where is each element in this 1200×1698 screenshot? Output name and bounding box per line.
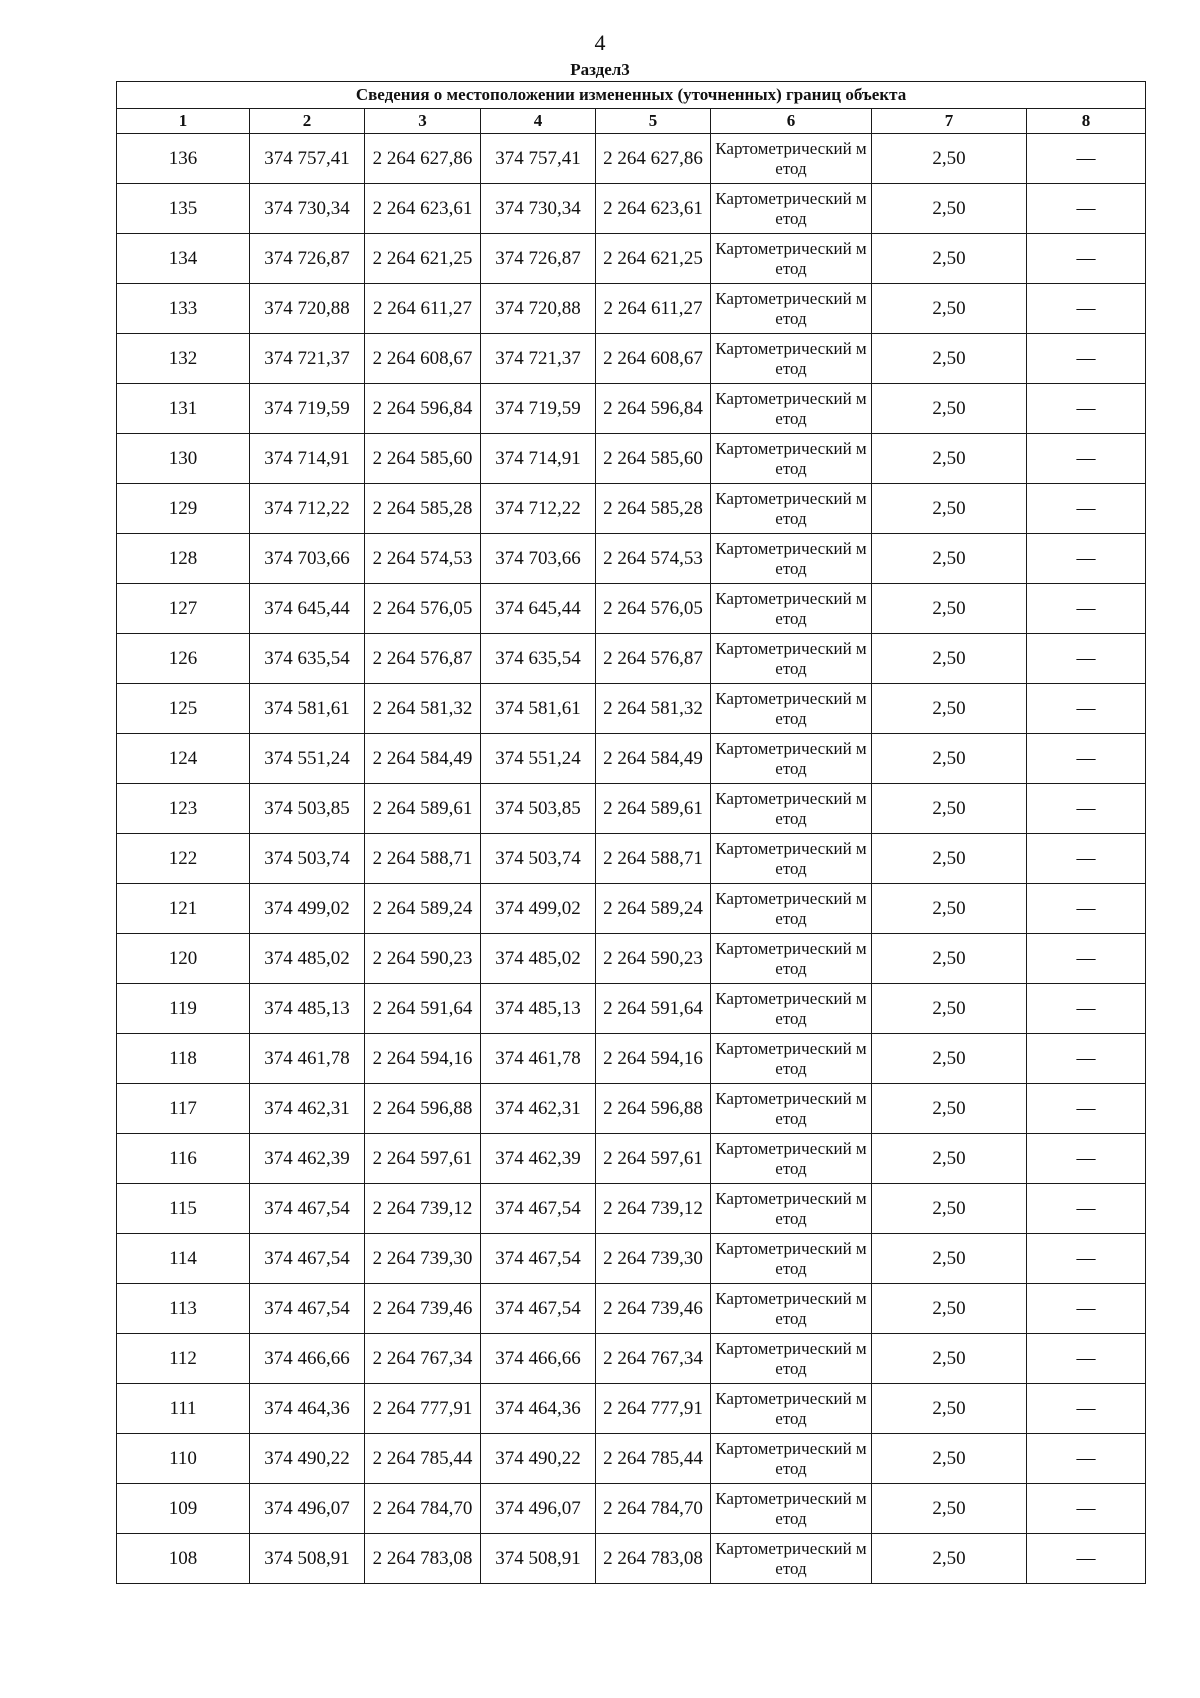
method-cell: Картометрический метод xyxy=(711,1484,872,1534)
table-row xyxy=(117,984,1146,1034)
refined-y-cell: 2 264 596,84 xyxy=(596,384,711,434)
accuracy-cell: 2,50 xyxy=(872,484,1027,534)
method-cell: Картометрический метод xyxy=(711,784,872,834)
method-cell: Картометрический метод xyxy=(711,734,872,784)
note-cell: — xyxy=(1027,284,1146,334)
accuracy-cell: 2,50 xyxy=(872,184,1027,234)
table-row xyxy=(117,184,1146,234)
refined-x-cell: 374 467,54 xyxy=(481,1184,596,1234)
table-caption: Сведения о местоположении измененных (уточненных) границ объекта xyxy=(117,82,1146,109)
method-cell: Картометрический метод xyxy=(711,934,872,984)
note-cell: — xyxy=(1027,884,1146,934)
refined-x-cell: 374 503,74 xyxy=(481,834,596,884)
table-row xyxy=(117,1484,1146,1534)
refined-y-cell: 2 264 594,16 xyxy=(596,1034,711,1084)
column-number-6: 6 xyxy=(711,109,872,134)
column-number-7: 7 xyxy=(872,109,1027,134)
refined-y-cell: 2 264 591,64 xyxy=(596,984,711,1034)
point-number-cell: 131 xyxy=(117,384,250,434)
method-cell: Картометрический метод xyxy=(711,1134,872,1184)
column-number-8: 8 xyxy=(1027,109,1146,134)
accuracy-cell: 2,50 xyxy=(872,1184,1027,1234)
refined-x-cell: 374 462,39 xyxy=(481,1134,596,1184)
existing-y-cell: 2 264 739,30 xyxy=(365,1234,481,1284)
existing-y-cell: 2 264 581,32 xyxy=(365,684,481,734)
note-cell: — xyxy=(1027,1284,1146,1334)
accuracy-cell: 2,50 xyxy=(872,1284,1027,1334)
refined-y-cell: 2 264 777,91 xyxy=(596,1384,711,1434)
method-cell: Картометрический метод xyxy=(711,234,872,284)
accuracy-cell: 2,50 xyxy=(872,1534,1027,1584)
method-cell: Картометрический метод xyxy=(711,284,872,334)
note-cell: — xyxy=(1027,834,1146,884)
point-number-cell: 129 xyxy=(117,484,250,534)
existing-x-cell: 374 499,02 xyxy=(250,884,365,934)
existing-y-cell: 2 264 585,60 xyxy=(365,434,481,484)
existing-x-cell: 374 703,66 xyxy=(250,534,365,584)
accuracy-cell: 2,50 xyxy=(872,1134,1027,1184)
existing-y-cell: 2 264 767,34 xyxy=(365,1334,481,1384)
accuracy-cell: 2,50 xyxy=(872,1434,1027,1484)
point-number-cell: 113 xyxy=(117,1284,250,1334)
method-cell: Картометрический метод xyxy=(711,1034,872,1084)
note-cell: — xyxy=(1027,484,1146,534)
refined-y-cell: 2 264 739,12 xyxy=(596,1184,711,1234)
table-row xyxy=(117,1334,1146,1384)
point-number-cell: 130 xyxy=(117,434,250,484)
refined-y-cell: 2 264 608,67 xyxy=(596,334,711,384)
accuracy-cell: 2,50 xyxy=(872,284,1027,334)
section-title: Раздел3 xyxy=(570,60,630,79)
refined-x-cell: 374 712,22 xyxy=(481,484,596,534)
refined-x-cell: 374 645,44 xyxy=(481,584,596,634)
existing-y-cell: 2 264 594,16 xyxy=(365,1034,481,1084)
accuracy-cell: 2,50 xyxy=(872,1334,1027,1384)
existing-x-cell: 374 581,61 xyxy=(250,684,365,734)
note-cell: — xyxy=(1027,1434,1146,1484)
point-number-cell: 136 xyxy=(117,134,250,184)
method-cell: Картометрический метод xyxy=(711,334,872,384)
method-cell: Картометрический метод xyxy=(711,984,872,1034)
refined-y-cell: 2 264 739,30 xyxy=(596,1234,711,1284)
existing-x-cell: 374 730,34 xyxy=(250,184,365,234)
point-number-cell: 121 xyxy=(117,884,250,934)
method-cell: Картометрический метод xyxy=(711,134,872,184)
accuracy-cell: 2,50 xyxy=(872,684,1027,734)
point-number-cell: 124 xyxy=(117,734,250,784)
note-cell: — xyxy=(1027,684,1146,734)
existing-x-cell: 374 496,07 xyxy=(250,1484,365,1534)
refined-x-cell: 374 551,24 xyxy=(481,734,596,784)
method-cell: Картометрический метод xyxy=(711,384,872,434)
refined-x-cell: 374 499,02 xyxy=(481,884,596,934)
refined-y-cell: 2 264 621,25 xyxy=(596,234,711,284)
column-number-5: 5 xyxy=(596,109,711,134)
method-cell: Картометрический метод xyxy=(711,534,872,584)
accuracy-cell: 2,50 xyxy=(872,1234,1027,1284)
existing-y-cell: 2 264 576,05 xyxy=(365,584,481,634)
note-cell: — xyxy=(1027,784,1146,834)
accuracy-cell: 2,50 xyxy=(872,584,1027,634)
note-cell: — xyxy=(1027,1334,1146,1384)
refined-x-cell: 374 464,36 xyxy=(481,1384,596,1434)
refined-y-cell: 2 264 584,49 xyxy=(596,734,711,784)
existing-y-cell: 2 264 623,61 xyxy=(365,184,481,234)
point-number-cell: 110 xyxy=(117,1434,250,1484)
point-number-cell: 122 xyxy=(117,834,250,884)
table-row xyxy=(117,1034,1146,1084)
boundary-coordinates-table xyxy=(116,81,1146,1584)
table-row xyxy=(117,284,1146,334)
column-number-3: 3 xyxy=(365,109,481,134)
point-number-cell: 127 xyxy=(117,584,250,634)
note-cell: — xyxy=(1027,1534,1146,1584)
existing-x-cell: 374 712,22 xyxy=(250,484,365,534)
existing-y-cell: 2 264 596,88 xyxy=(365,1084,481,1134)
column-number-1: 1 xyxy=(117,109,250,134)
table-row xyxy=(117,734,1146,784)
point-number-cell: 111 xyxy=(117,1384,250,1434)
refined-x-cell: 374 730,34 xyxy=(481,184,596,234)
accuracy-cell: 2,50 xyxy=(872,984,1027,1034)
note-cell: — xyxy=(1027,1034,1146,1084)
existing-y-cell: 2 264 739,12 xyxy=(365,1184,481,1234)
method-cell: Картометрический метод xyxy=(711,834,872,884)
note-cell: — xyxy=(1027,134,1146,184)
table-row xyxy=(117,934,1146,984)
point-number-cell: 117 xyxy=(117,1084,250,1134)
method-cell: Картометрический метод xyxy=(711,1184,872,1234)
table-row xyxy=(117,434,1146,484)
note-cell: — xyxy=(1027,1234,1146,1284)
table-row xyxy=(117,334,1146,384)
refined-x-cell: 374 485,02 xyxy=(481,934,596,984)
accuracy-cell: 2,50 xyxy=(872,1084,1027,1134)
refined-x-cell: 374 485,13 xyxy=(481,984,596,1034)
point-number-cell: 112 xyxy=(117,1334,250,1384)
accuracy-cell: 2,50 xyxy=(872,434,1027,484)
existing-y-cell: 2 264 574,53 xyxy=(365,534,481,584)
refined-x-cell: 374 635,54 xyxy=(481,634,596,684)
table-row xyxy=(117,384,1146,434)
note-cell: — xyxy=(1027,1134,1146,1184)
refined-y-cell: 2 264 785,44 xyxy=(596,1434,711,1484)
method-cell: Картометрический метод xyxy=(711,884,872,934)
existing-x-cell: 374 490,22 xyxy=(250,1434,365,1484)
note-cell: — xyxy=(1027,1084,1146,1134)
method-cell: Картометрический метод xyxy=(711,184,872,234)
accuracy-cell: 2,50 xyxy=(872,234,1027,284)
refined-x-cell: 374 720,88 xyxy=(481,284,596,334)
refined-y-cell: 2 264 783,08 xyxy=(596,1534,711,1584)
table-row xyxy=(117,234,1146,284)
refined-x-cell: 374 467,54 xyxy=(481,1234,596,1284)
column-number-row xyxy=(117,109,1146,134)
point-number-cell: 123 xyxy=(117,784,250,834)
table-row xyxy=(117,784,1146,834)
existing-x-cell: 374 464,36 xyxy=(250,1384,365,1434)
page-number: 4 xyxy=(594,30,606,55)
accuracy-cell: 2,50 xyxy=(872,534,1027,584)
accuracy-cell: 2,50 xyxy=(872,334,1027,384)
method-cell: Картометрический метод xyxy=(711,1284,872,1334)
point-number-cell: 134 xyxy=(117,234,250,284)
existing-x-cell: 374 714,91 xyxy=(250,434,365,484)
refined-x-cell: 374 703,66 xyxy=(481,534,596,584)
existing-x-cell: 374 462,31 xyxy=(250,1084,365,1134)
point-number-cell: 128 xyxy=(117,534,250,584)
existing-x-cell: 374 719,59 xyxy=(250,384,365,434)
existing-y-cell: 2 264 591,64 xyxy=(365,984,481,1034)
existing-x-cell: 374 635,54 xyxy=(250,634,365,684)
point-number-cell: 108 xyxy=(117,1534,250,1584)
note-cell: — xyxy=(1027,584,1146,634)
table-row xyxy=(117,1134,1146,1184)
existing-y-cell: 2 264 589,24 xyxy=(365,884,481,934)
note-cell: — xyxy=(1027,184,1146,234)
point-number-cell: 116 xyxy=(117,1134,250,1184)
existing-x-cell: 374 467,54 xyxy=(250,1284,365,1334)
table-row xyxy=(117,1084,1146,1134)
note-cell: — xyxy=(1027,534,1146,584)
existing-y-cell: 2 264 576,87 xyxy=(365,634,481,684)
refined-y-cell: 2 264 767,34 xyxy=(596,1334,711,1384)
existing-x-cell: 374 503,85 xyxy=(250,784,365,834)
refined-y-cell: 2 264 623,61 xyxy=(596,184,711,234)
existing-y-cell: 2 264 584,49 xyxy=(365,734,481,784)
table-row xyxy=(117,1384,1146,1434)
note-cell: — xyxy=(1027,1484,1146,1534)
existing-x-cell: 374 551,24 xyxy=(250,734,365,784)
refined-y-cell: 2 264 588,71 xyxy=(596,834,711,884)
accuracy-cell: 2,50 xyxy=(872,734,1027,784)
refined-x-cell: 374 721,37 xyxy=(481,334,596,384)
table-row xyxy=(117,484,1146,534)
point-number-cell: 109 xyxy=(117,1484,250,1534)
refined-y-cell: 2 264 574,53 xyxy=(596,534,711,584)
accuracy-cell: 2,50 xyxy=(872,1384,1027,1434)
existing-y-cell: 2 264 589,61 xyxy=(365,784,481,834)
note-cell: — xyxy=(1027,1184,1146,1234)
refined-y-cell: 2 264 585,60 xyxy=(596,434,711,484)
method-cell: Картометрический метод xyxy=(711,1534,872,1584)
existing-x-cell: 374 485,13 xyxy=(250,984,365,1034)
existing-y-cell: 2 264 588,71 xyxy=(365,834,481,884)
existing-y-cell: 2 264 608,67 xyxy=(365,334,481,384)
existing-y-cell: 2 264 611,27 xyxy=(365,284,481,334)
refined-x-cell: 374 714,91 xyxy=(481,434,596,484)
existing-y-cell: 2 264 785,44 xyxy=(365,1434,481,1484)
note-cell: — xyxy=(1027,934,1146,984)
refined-y-cell: 2 264 739,46 xyxy=(596,1284,711,1334)
method-cell: Картометрический метод xyxy=(711,584,872,634)
method-cell: Картометрический метод xyxy=(711,1434,872,1484)
existing-x-cell: 374 645,44 xyxy=(250,584,365,634)
note-cell: — xyxy=(1027,1384,1146,1434)
note-cell: — xyxy=(1027,984,1146,1034)
existing-y-cell: 2 264 784,70 xyxy=(365,1484,481,1534)
refined-x-cell: 374 581,61 xyxy=(481,684,596,734)
column-number-4: 4 xyxy=(481,109,596,134)
accuracy-cell: 2,50 xyxy=(872,934,1027,984)
refined-x-cell: 374 757,41 xyxy=(481,134,596,184)
note-cell: — xyxy=(1027,634,1146,684)
refined-x-cell: 374 726,87 xyxy=(481,234,596,284)
refined-x-cell: 374 462,31 xyxy=(481,1084,596,1134)
refined-x-cell: 374 503,85 xyxy=(481,784,596,834)
accuracy-cell: 2,50 xyxy=(872,784,1027,834)
method-cell: Картометрический метод xyxy=(711,1384,872,1434)
accuracy-cell: 2,50 xyxy=(872,384,1027,434)
note-cell: — xyxy=(1027,734,1146,784)
note-cell: — xyxy=(1027,334,1146,384)
existing-x-cell: 374 721,37 xyxy=(250,334,365,384)
existing-x-cell: 374 462,39 xyxy=(250,1134,365,1184)
refined-x-cell: 374 490,22 xyxy=(481,1434,596,1484)
accuracy-cell: 2,50 xyxy=(872,884,1027,934)
existing-x-cell: 374 461,78 xyxy=(250,1034,365,1084)
refined-x-cell: 374 496,07 xyxy=(481,1484,596,1534)
point-number-cell: 119 xyxy=(117,984,250,1034)
existing-x-cell: 374 466,66 xyxy=(250,1334,365,1384)
accuracy-cell: 2,50 xyxy=(872,634,1027,684)
existing-x-cell: 374 467,54 xyxy=(250,1234,365,1284)
method-cell: Картометрический метод xyxy=(711,1084,872,1134)
table-row xyxy=(117,1234,1146,1284)
refined-y-cell: 2 264 585,28 xyxy=(596,484,711,534)
existing-y-cell: 2 264 739,46 xyxy=(365,1284,481,1334)
point-number-cell: 133 xyxy=(117,284,250,334)
column-number-2: 2 xyxy=(250,109,365,134)
existing-y-cell: 2 264 596,84 xyxy=(365,384,481,434)
existing-y-cell: 2 264 783,08 xyxy=(365,1534,481,1584)
refined-x-cell: 374 719,59 xyxy=(481,384,596,434)
existing-y-cell: 2 264 597,61 xyxy=(365,1134,481,1184)
existing-y-cell: 2 264 627,86 xyxy=(365,134,481,184)
table-row xyxy=(117,134,1146,184)
refined-y-cell: 2 264 611,27 xyxy=(596,284,711,334)
table-row xyxy=(117,834,1146,884)
refined-y-cell: 2 264 596,88 xyxy=(596,1084,711,1134)
method-cell: Картометрический метод xyxy=(711,1234,872,1284)
accuracy-cell: 2,50 xyxy=(872,1034,1027,1084)
existing-x-cell: 374 508,91 xyxy=(250,1534,365,1584)
point-number-cell: 132 xyxy=(117,334,250,384)
table-row xyxy=(117,884,1146,934)
method-cell: Картометрический метод xyxy=(711,484,872,534)
point-number-cell: 120 xyxy=(117,934,250,984)
table-row xyxy=(117,584,1146,634)
table-row xyxy=(117,634,1146,684)
table-row xyxy=(117,684,1146,734)
existing-x-cell: 374 485,02 xyxy=(250,934,365,984)
table-row xyxy=(117,1534,1146,1584)
existing-y-cell: 2 264 585,28 xyxy=(365,484,481,534)
note-cell: — xyxy=(1027,234,1146,284)
existing-y-cell: 2 264 777,91 xyxy=(365,1384,481,1434)
point-number-cell: 115 xyxy=(117,1184,250,1234)
refined-y-cell: 2 264 627,86 xyxy=(596,134,711,184)
refined-y-cell: 2 264 597,61 xyxy=(596,1134,711,1184)
refined-y-cell: 2 264 784,70 xyxy=(596,1484,711,1534)
method-cell: Картометрический метод xyxy=(711,1334,872,1384)
existing-x-cell: 374 726,87 xyxy=(250,234,365,284)
note-cell: — xyxy=(1027,384,1146,434)
existing-x-cell: 374 467,54 xyxy=(250,1184,365,1234)
table-body xyxy=(117,134,1146,1584)
refined-y-cell: 2 264 589,61 xyxy=(596,784,711,834)
existing-y-cell: 2 264 590,23 xyxy=(365,934,481,984)
table-row xyxy=(117,534,1146,584)
accuracy-cell: 2,50 xyxy=(872,134,1027,184)
table-row xyxy=(117,1184,1146,1234)
refined-y-cell: 2 264 581,32 xyxy=(596,684,711,734)
refined-y-cell: 2 264 576,87 xyxy=(596,634,711,684)
existing-x-cell: 374 503,74 xyxy=(250,834,365,884)
note-cell: — xyxy=(1027,434,1146,484)
point-number-cell: 126 xyxy=(117,634,250,684)
existing-y-cell: 2 264 621,25 xyxy=(365,234,481,284)
refined-x-cell: 374 466,66 xyxy=(481,1334,596,1384)
refined-y-cell: 2 264 589,24 xyxy=(596,884,711,934)
refined-y-cell: 2 264 590,23 xyxy=(596,934,711,984)
table-row xyxy=(117,1284,1146,1334)
point-number-cell: 135 xyxy=(117,184,250,234)
method-cell: Картометрический метод xyxy=(711,684,872,734)
existing-x-cell: 374 757,41 xyxy=(250,134,365,184)
method-cell: Картометрический метод xyxy=(711,634,872,684)
refined-x-cell: 374 461,78 xyxy=(481,1034,596,1084)
refined-x-cell: 374 467,54 xyxy=(481,1284,596,1334)
table-row xyxy=(117,1434,1146,1484)
point-number-cell: 125 xyxy=(117,684,250,734)
point-number-cell: 118 xyxy=(117,1034,250,1084)
refined-y-cell: 2 264 576,05 xyxy=(596,584,711,634)
refined-x-cell: 374 508,91 xyxy=(481,1534,596,1584)
existing-x-cell: 374 720,88 xyxy=(250,284,365,334)
method-cell: Картометрический метод xyxy=(711,434,872,484)
point-number-cell: 114 xyxy=(117,1234,250,1284)
accuracy-cell: 2,50 xyxy=(872,834,1027,884)
accuracy-cell: 2,50 xyxy=(872,1484,1027,1534)
